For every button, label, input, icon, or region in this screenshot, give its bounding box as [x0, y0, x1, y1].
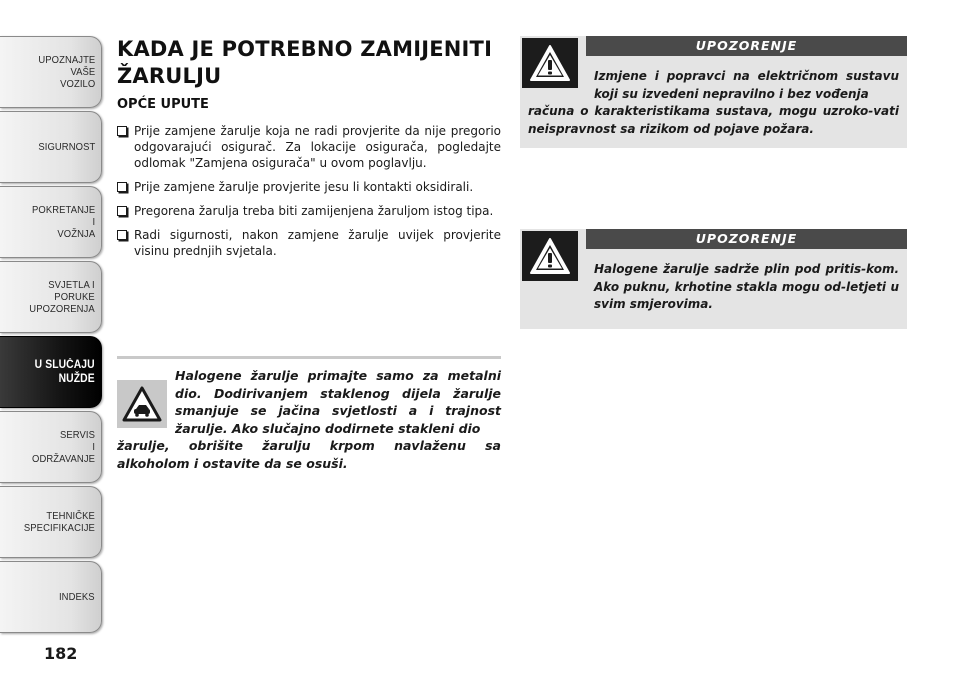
list-item-text: Prije zamjene žarulje provjerite jesu li kontakti oksidirali. [134, 180, 474, 194]
caution-text-tail: žarulje, obrišite žarulju krpom navlaženu sa alkoholom i ostavite da se osuši. [117, 438, 501, 471]
instruction-list [117, 123, 501, 267]
caution-text [117, 367, 501, 472]
page-title: KADA JE POTREBNO ZAMIJENITI ŽARULJU [117, 37, 493, 88]
warning-text-tail: računa o karakteristikama sustava, mogu uzroko-vati neispravnost sa rizikom od pojave požara. [528, 104, 899, 136]
warning-heading: UPOZORENJE [586, 229, 907, 249]
page-number: 182 [44, 644, 78, 663]
tab-label: TEHNIČKE SPECIFIKACIJE [23, 510, 95, 534]
list-item [117, 203, 501, 219]
checkbox-bullet-icon [117, 206, 127, 216]
tab-label: INDEKS [59, 591, 95, 603]
warning-box-halogen [520, 229, 907, 329]
warning-text-lead: Izmjene i popravci na električnom sustavu koji su izvedeni nepravilno i bez vođenja [594, 69, 899, 101]
tab-servis-i-odrzavanje[interactable] [0, 411, 102, 483]
warning-text [528, 42, 899, 138]
caution-note [117, 356, 501, 472]
list-item-text: Radi sigurnosti, nakon zamjene žarulje uvijek provjerite visinu prednjih svjetala. [134, 228, 501, 258]
section-heading: OPĆE UPUTE [117, 97, 209, 112]
tab-label: UPOZNAJTE VAŠE VOZILO [38, 54, 95, 90]
warning-text-lead: Halogene žarulje sadrže plin pod pritis-kom. Ako puknu, krhotine stakla mogu od-letjeti u svim smjerovima. [594, 262, 899, 311]
tab-label: SERVIS I ODRŽAVANJE [31, 429, 95, 465]
list-item [117, 123, 501, 171]
checkbox-bullet-icon [117, 126, 127, 136]
tab-upoznajte-vase-vozilo[interactable] [0, 36, 102, 108]
checkbox-bullet-icon [117, 182, 127, 192]
list-item [117, 227, 501, 259]
tab-indeks[interactable] [0, 561, 102, 633]
warning-heading: UPOZORENJE [586, 36, 907, 56]
warning-triangle-icon [522, 38, 578, 88]
car-caution-triangle-icon [117, 380, 167, 428]
tab-label: POKRETANJE I VOŽNJA [31, 204, 95, 240]
list-item [117, 179, 501, 195]
list-item-text: Prije zamjene žarulje koja ne radi provjerite da nije pregorio odgovarajući osigurač. Za lokacije osigurača, pogledajte odlomak "Zamjena osigurača" u ovom poglavlju. [134, 124, 501, 170]
tab-label: SVJETLA I PORUKE UPOZORENJA [29, 279, 95, 315]
checkbox-bullet-icon [117, 230, 127, 240]
caution-text-lead: Halogene žarulje primajte samo za metalni dio. Dodirivanjem staklenog dijela žarulje smanjuje se jačina svjetlosti a i trajnost žarulje. Ako slučajno dodirnete stakleni dio [175, 368, 501, 436]
list-item-text: Pregorena žarulja treba biti zamijenjena žaruljom istog tipa. [134, 204, 494, 218]
tab-sigurnost[interactable] [0, 111, 102, 183]
tab-pokretanje-i-voznja[interactable] [0, 186, 102, 258]
tab-label: SIGURNOST [38, 141, 95, 153]
tab-svjetla-i-poruke-upozorenja[interactable] [0, 261, 102, 333]
warning-triangle-icon [522, 231, 578, 281]
tab-label: U SLUČAJU NUŽDE [34, 359, 95, 385]
tab-tehnicke-specifikacije[interactable] [0, 486, 102, 558]
divider [117, 356, 501, 359]
warning-box-electrical [520, 36, 907, 148]
tab-u-slucaju-nuzde[interactable] [0, 336, 102, 408]
